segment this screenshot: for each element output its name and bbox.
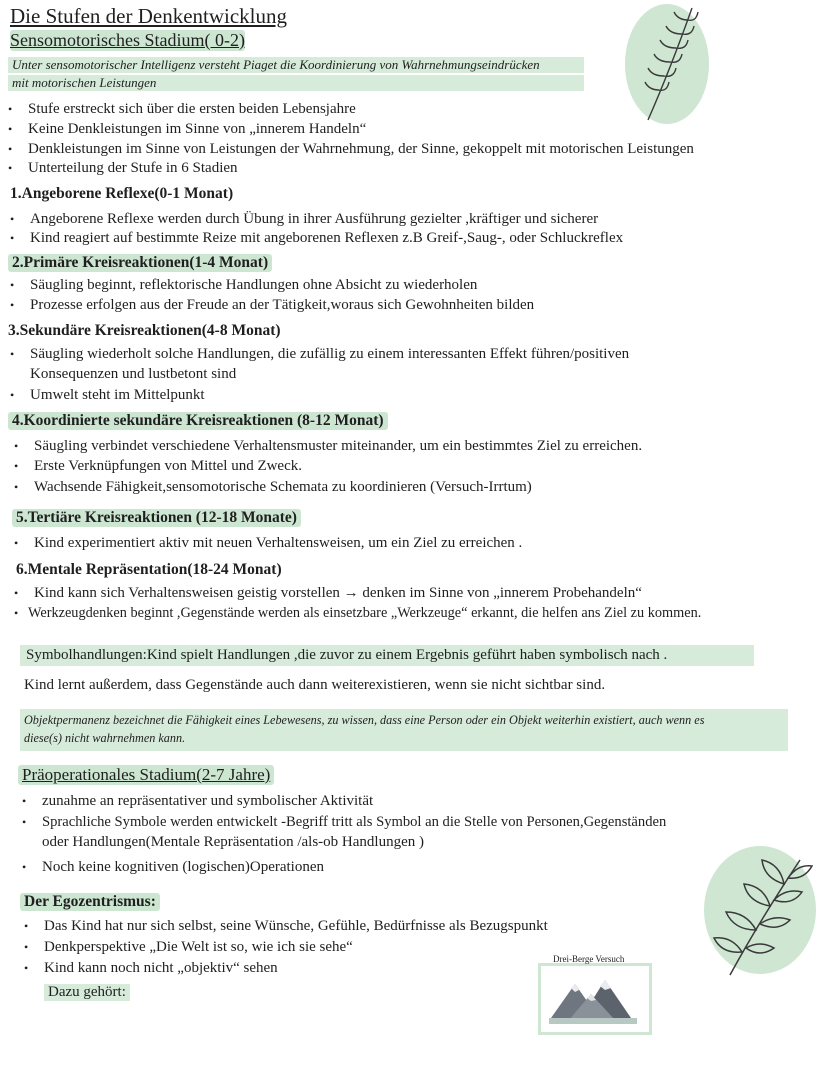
stage-3-heading: 3.Sekundäre Kreisreaktionen(4-8 Monat): [8, 322, 281, 339]
list-item: • Kind experimentiert aktiv mit neuen Verhaltensweisen, um ein Ziel zu erreichen .: [14, 535, 523, 551]
section-heading-sensomotor: Sensomotorisches Stadium( 0-2): [10, 30, 245, 50]
list-item: • Säugling beginnt, reflektorische Handlungen ohne Absicht zu wiederholen: [10, 277, 478, 293]
list-item: • Stufe erstreckt sich über die ersten beiden Lebensjahre: [8, 101, 356, 117]
list-item-continuation: oder Handlungen(Mentale Repräsentation /als-ob Handlungen ): [42, 834, 424, 850]
leaf-branch-icon: [700, 840, 820, 980]
list-item-continuation: Konsequenzen und lustbetont sind: [30, 366, 237, 382]
stage-5-heading: 5.Tertiäre Kreisreaktionen (12-18 Monate): [12, 509, 301, 527]
list-item: • Sprachliche Symbole werden entwickelt -Begriff tritt als Symbol an die Stelle von Personen,Gegenständen: [22, 814, 667, 830]
list-item: • Unterteilung der Stufe in 6 Stadien: [8, 160, 238, 176]
stage-1-heading: 1.Angeborene Reflexe(0-1 Monat): [10, 185, 234, 202]
list-item: • Wachsende Fähigkeit,sensomotorische Schemata zu koordinieren (Versuch-Irrtum): [14, 479, 532, 495]
list-item: • Denkperspektive „Die Welt ist so, wie ich sie sehe“: [24, 939, 353, 955]
stage-6-heading: 6.Mentale Repräsentation(18-24 Monat): [16, 561, 282, 578]
list-item: • Denkleistungen im Sinne von Leistungen der Wahrnehmung, der Sinne, gekoppelt mit motorischen Leistungen: [8, 141, 694, 157]
list-item: • Angeborene Reflexe werden durch Übung in ihrer Ausführung gezielter ,kräftiger und sicherer: [10, 211, 599, 227]
stage-2-heading: 2.Primäre Kreisreaktionen(1-4 Monat): [8, 254, 272, 272]
symbolic-actions-note: Symbolhandlungen:Kind spielt Handlungen ,die zuvor zu einem Ergebnis geführt haben symbolisch nach .: [20, 645, 754, 666]
list-item: • Noch keine kognitiven (logischen)Operationen: [22, 859, 324, 875]
list-item: • Kind kann noch nicht „objektiv“ sehen: [24, 960, 278, 976]
section-heading-preoperational: Präoperationales Stadium(2-7 Jahre): [18, 765, 274, 785]
list-item: • Kind kann sich Verhaltensweisen geistig vorstellen → denken im Sinne von „innerem Probehandeln“: [14, 585, 642, 601]
list-item: • Säugling wiederholt solche Handlungen, die zufällig zu einem interessanten Effekt führen/positiven: [10, 346, 630, 362]
three-mountains-image: [538, 963, 652, 1035]
intro-line-2: mit motorischen Leistungen: [8, 75, 584, 91]
image-caption: Drei-Berge Versuch: [553, 954, 625, 964]
belongs-to-label: Dazu gehört:: [44, 984, 130, 1001]
list-item: • Kind reagiert auf bestimmte Reize mit angeborenen Reflexen z.B Greif-,Saug-, oder Schluckreflex: [10, 230, 624, 246]
definition-line-2: diese(s) nicht wahrnehmen kann.: [24, 731, 186, 745]
object-permanence-note: Kind lernt außerdem, dass Gegenstände auch dann weiterexistieren, wenn sie nicht sichtbar sind.: [24, 677, 606, 693]
list-item: • Keine Denkleistungen im Sinne von „innerem Handeln“: [8, 121, 367, 137]
list-item: • Werkzeugdenken beginnt ,Gegenstände werden als einsetzbare „Werkzeuge“ erkannt, die helfen ans Ziel zu kommen.: [14, 605, 702, 621]
page-title: Die Stufen der Denkentwicklung: [10, 4, 288, 28]
stage-4-heading: 4.Koordinierte sekundäre Kreisreaktionen (8-12 Monat): [8, 412, 388, 430]
intro-line-1: Unter sensomotorischer Intelligenz versteht Piaget die Koordinierung von Wahrnehmungseindrücken: [8, 57, 584, 73]
list-item: • Umwelt steht im Mittelpunkt: [10, 387, 205, 403]
fern-leaf-icon: [622, 0, 712, 128]
list-item: • Prozesse erfolgen aus der Freude an der Tätigkeit,woraus sich Gewohnheiten bilden: [10, 297, 535, 313]
mountains-icon: [541, 966, 649, 1032]
definition-line-1: Objektpermanenz bezeichnet die Fähigkeit eines Lebewesens, zu wissen, dass eine Person oder ein Objekt weiterhin existiert, auch wenn es: [24, 713, 705, 727]
list-item: • zunahme an repräsentativer und symbolischer Aktivität: [22, 793, 374, 809]
list-item: • Das Kind hat nur sich selbst, seine Wünsche, Gefühle, Bedürfnisse als Bezugspunkt: [24, 918, 548, 934]
list-item: • Erste Verknüpfungen von Mittel und Zweck.: [14, 458, 303, 474]
egocentrism-heading: Der Egozentrismus:: [20, 893, 160, 911]
list-item: • Säugling verbindet verschiedene Verhaltensmuster miteinander, um ein bestimmtes Ziel zu erreichen.: [14, 438, 643, 454]
